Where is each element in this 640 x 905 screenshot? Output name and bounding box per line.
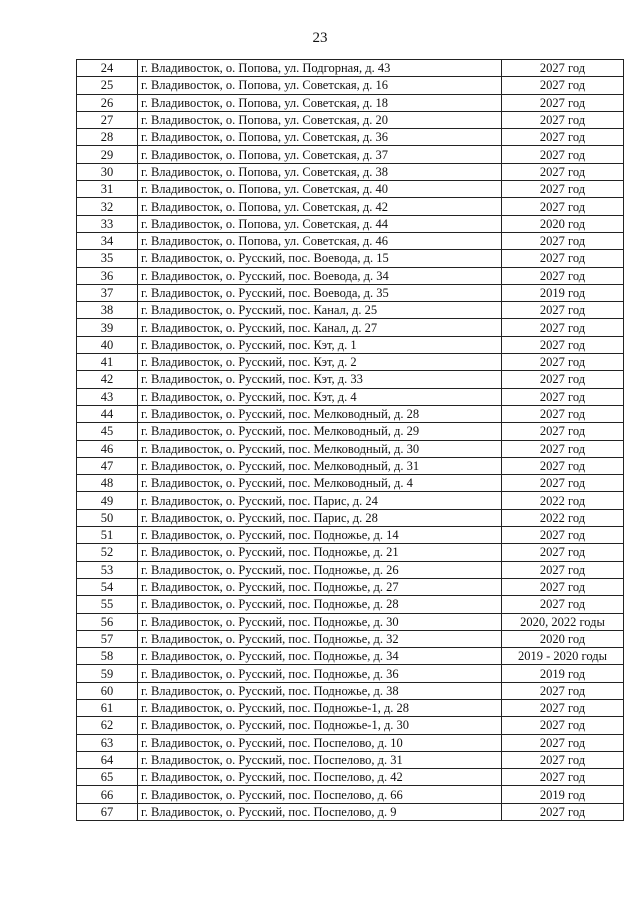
year-cell: 2027 год [502,163,624,180]
table-row [77,457,624,474]
table-row [77,561,624,578]
table-row [77,163,624,180]
address-cell: г. Владивосток, о. Русский, пос. Подножье, д. 28 [138,596,502,613]
row-number: 66 [77,786,138,803]
row-number: 52 [77,544,138,561]
year-cell: 2027 год [502,319,624,336]
row-number: 63 [77,734,138,751]
row-number: 28 [77,129,138,146]
row-number: 65 [77,769,138,786]
address-cell: г. Владивосток, о. Попова, ул. Советская, д. 20 [138,111,502,128]
row-number: 45 [77,423,138,440]
table-row [77,77,624,94]
year-cell: 2020 год [502,630,624,647]
row-number: 31 [77,181,138,198]
year-cell: 2027 год [502,232,624,249]
address-cell: г. Владивосток, о. Попова, ул. Подгорная, д. 43 [138,60,502,77]
address-cell: г. Владивосток, о. Русский, пос. Воевода, д. 35 [138,284,502,301]
year-cell: 2022 год [502,509,624,526]
address-cell: г. Владивосток, о. Попова, ул. Советская, д. 16 [138,77,502,94]
year-cell: 2019 - 2020 годы [502,648,624,665]
row-number: 64 [77,751,138,768]
table-row [77,94,624,111]
year-cell: 2027 год [502,769,624,786]
table-row [77,181,624,198]
row-number: 38 [77,302,138,319]
table-row [77,423,624,440]
address-cell: г. Владивосток, о. Русский, пос. Парис, д. 24 [138,492,502,509]
year-cell: 2027 год [502,129,624,146]
table-row [77,129,624,146]
year-cell: 2027 год [502,457,624,474]
table-row [77,371,624,388]
address-cell: г. Владивосток, о. Русский, пос. Воевода, д. 34 [138,267,502,284]
table-row [77,786,624,803]
year-cell: 2027 год [502,354,624,371]
row-number: 42 [77,371,138,388]
row-number: 46 [77,440,138,457]
year-cell: 2027 год [502,544,624,561]
address-cell: г. Владивосток, о. Русский, пос. Кэт, д. 4 [138,388,502,405]
row-number: 48 [77,475,138,492]
row-number: 44 [77,405,138,422]
table-row [77,440,624,457]
address-cell: г. Владивосток, о. Русский, пос. Канал, д. 25 [138,302,502,319]
table-row [77,215,624,232]
year-cell: 2027 год [502,751,624,768]
table-row [77,665,624,682]
table-body [77,60,624,821]
address-cell: г. Владивосток, о. Русский, пос. Подножье-1, д. 28 [138,699,502,716]
address-cell: г. Владивосток, о. Русский, пос. Поспелово, д. 42 [138,769,502,786]
table-row [77,284,624,301]
year-cell: 2019 год [502,786,624,803]
year-cell: 2027 год [502,734,624,751]
row-number: 32 [77,198,138,215]
row-number: 24 [77,60,138,77]
row-number: 60 [77,682,138,699]
row-number: 25 [77,77,138,94]
year-cell: 2027 год [502,181,624,198]
address-cell: г. Владивосток, о. Русский, пос. Подножье, д. 26 [138,561,502,578]
address-cell: г. Владивосток, о. Русский, пос. Подножье, д. 38 [138,682,502,699]
table-row [77,699,624,716]
table-row [77,111,624,128]
table-row [77,769,624,786]
address-cell: г. Владивосток, о. Русский, пос. Кэт, д. 2 [138,354,502,371]
row-number: 55 [77,596,138,613]
address-cell: г. Владивосток, о. Русский, пос. Подножье, д. 21 [138,544,502,561]
table-row [77,717,624,734]
address-cell: г. Владивосток, о. Попова, ул. Советская, д. 40 [138,181,502,198]
address-cell: г. Владивосток, о. Попова, ул. Советская, д. 36 [138,129,502,146]
year-cell: 2027 год [502,60,624,77]
table-row [77,751,624,768]
year-cell: 2027 год [502,111,624,128]
row-number: 41 [77,354,138,371]
year-cell: 2027 год [502,578,624,595]
address-cell: г. Владивосток, о. Русский, пос. Воевода, д. 15 [138,250,502,267]
year-cell: 2027 год [502,371,624,388]
year-cell: 2027 год [502,475,624,492]
row-number: 43 [77,388,138,405]
address-cell: г. Владивосток, о. Русский, пос. Мелководный, д. 31 [138,457,502,474]
row-number: 53 [77,561,138,578]
address-cell: г. Владивосток, о. Русский, пос. Кэт, д. 1 [138,336,502,353]
address-cell: г. Владивосток, о. Русский, пос. Подножье, д. 27 [138,578,502,595]
table-row [77,682,624,699]
address-cell: г. Владивосток, о. Русский, пос. Мелководный, д. 29 [138,423,502,440]
table-row [77,354,624,371]
address-cell: г. Владивосток, о. Русский, пос. Мелководный, д. 30 [138,440,502,457]
table-row [77,509,624,526]
row-number: 27 [77,111,138,128]
address-cell: г. Владивосток, о. Русский, пос. Поспелово, д. 9 [138,803,502,820]
row-number: 34 [77,232,138,249]
table-row [77,544,624,561]
year-cell: 2027 год [502,146,624,163]
table-row [77,198,624,215]
year-cell: 2027 год [502,94,624,111]
year-cell: 2027 год [502,388,624,405]
row-number: 29 [77,146,138,163]
row-number: 51 [77,527,138,544]
address-cell: г. Владивосток, о. Попова, ул. Советская, д. 44 [138,215,502,232]
table-row [77,734,624,751]
row-number: 37 [77,284,138,301]
table-row [77,648,624,665]
table-row [77,492,624,509]
year-cell: 2020, 2022 годы [502,613,624,630]
table-row [77,319,624,336]
year-cell: 2020 год [502,215,624,232]
table-row [77,336,624,353]
year-cell: 2019 год [502,284,624,301]
year-cell: 2019 год [502,665,624,682]
address-cell: г. Владивосток, о. Русский, пос. Канал, д. 27 [138,319,502,336]
year-cell: 2022 год [502,492,624,509]
address-cell: г. Владивосток, о. Русский, пос. Подножье-1, д. 30 [138,717,502,734]
year-cell: 2027 год [502,527,624,544]
address-cell: г. Владивосток, о. Русский, пос. Подножье, д. 34 [138,648,502,665]
address-cell: г. Владивосток, о. Русский, пос. Подножье, д. 32 [138,630,502,647]
year-cell: 2027 год [502,250,624,267]
row-number: 61 [77,699,138,716]
year-cell: 2027 год [502,77,624,94]
year-cell: 2027 год [502,440,624,457]
year-cell: 2027 год [502,561,624,578]
row-number: 67 [77,803,138,820]
address-cell: г. Владивосток, о. Русский, пос. Поспелово, д. 31 [138,751,502,768]
row-number: 56 [77,613,138,630]
address-cell: г. Владивосток, о. Русский, пос. Кэт, д. 33 [138,371,502,388]
table-row [77,630,624,647]
table-row [77,405,624,422]
year-cell: 2027 год [502,267,624,284]
address-cell: г. Владивосток, о. Русский, пос. Поспелово, д. 66 [138,786,502,803]
address-cell: г. Владивосток, о. Русский, пос. Мелководный, д. 4 [138,475,502,492]
table-row [77,232,624,249]
address-cell: г. Владивосток, о. Русский, пос. Подножье, д. 14 [138,527,502,544]
table-row [77,388,624,405]
year-cell: 2027 год [502,803,624,820]
row-number: 36 [77,267,138,284]
table-row [77,578,624,595]
year-cell: 2027 год [502,596,624,613]
table-row [77,267,624,284]
row-number: 59 [77,665,138,682]
row-number: 35 [77,250,138,267]
row-number: 33 [77,215,138,232]
schedule-table [76,59,624,821]
row-number: 40 [77,336,138,353]
row-number: 47 [77,457,138,474]
table-row [77,803,624,820]
row-number: 39 [77,319,138,336]
year-cell: 2027 год [502,423,624,440]
address-cell: г. Владивосток, о. Русский, пос. Мелководный, д. 28 [138,405,502,422]
address-cell: г. Владивосток, о. Русский, пос. Парис, д. 28 [138,509,502,526]
address-cell: г. Владивосток, о. Попова, ул. Советская, д. 42 [138,198,502,215]
table-row [77,527,624,544]
address-cell: г. Владивосток, о. Попова, ул. Советская, д. 37 [138,146,502,163]
address-cell: г. Владивосток, о. Русский, пос. Поспелово, д. 10 [138,734,502,751]
row-number: 26 [77,94,138,111]
table-row [77,596,624,613]
table-row [77,146,624,163]
table-row [77,250,624,267]
row-number: 50 [77,509,138,526]
row-number: 49 [77,492,138,509]
year-cell: 2027 год [502,336,624,353]
table-row [77,613,624,630]
address-cell: г. Владивосток, о. Русский, пос. Подножье, д. 36 [138,665,502,682]
row-number: 58 [77,648,138,665]
year-cell: 2027 год [502,198,624,215]
year-cell: 2027 год [502,699,624,716]
year-cell: 2027 год [502,717,624,734]
address-cell: г. Владивосток, о. Попова, ул. Советская, д. 18 [138,94,502,111]
year-cell: 2027 год [502,405,624,422]
row-number: 57 [77,630,138,647]
table-row [77,302,624,319]
address-cell: г. Владивосток, о. Русский, пос. Подножье, д. 30 [138,613,502,630]
row-number: 62 [77,717,138,734]
address-cell: г. Владивосток, о. Попова, ул. Советская, д. 38 [138,163,502,180]
address-cell: г. Владивосток, о. Попова, ул. Советская, д. 46 [138,232,502,249]
page-number: 23 [312,30,328,46]
table-row [77,60,624,77]
year-cell: 2027 год [502,682,624,699]
year-cell: 2027 год [502,302,624,319]
row-number: 30 [77,163,138,180]
table-row [77,475,624,492]
row-number: 54 [77,578,138,595]
